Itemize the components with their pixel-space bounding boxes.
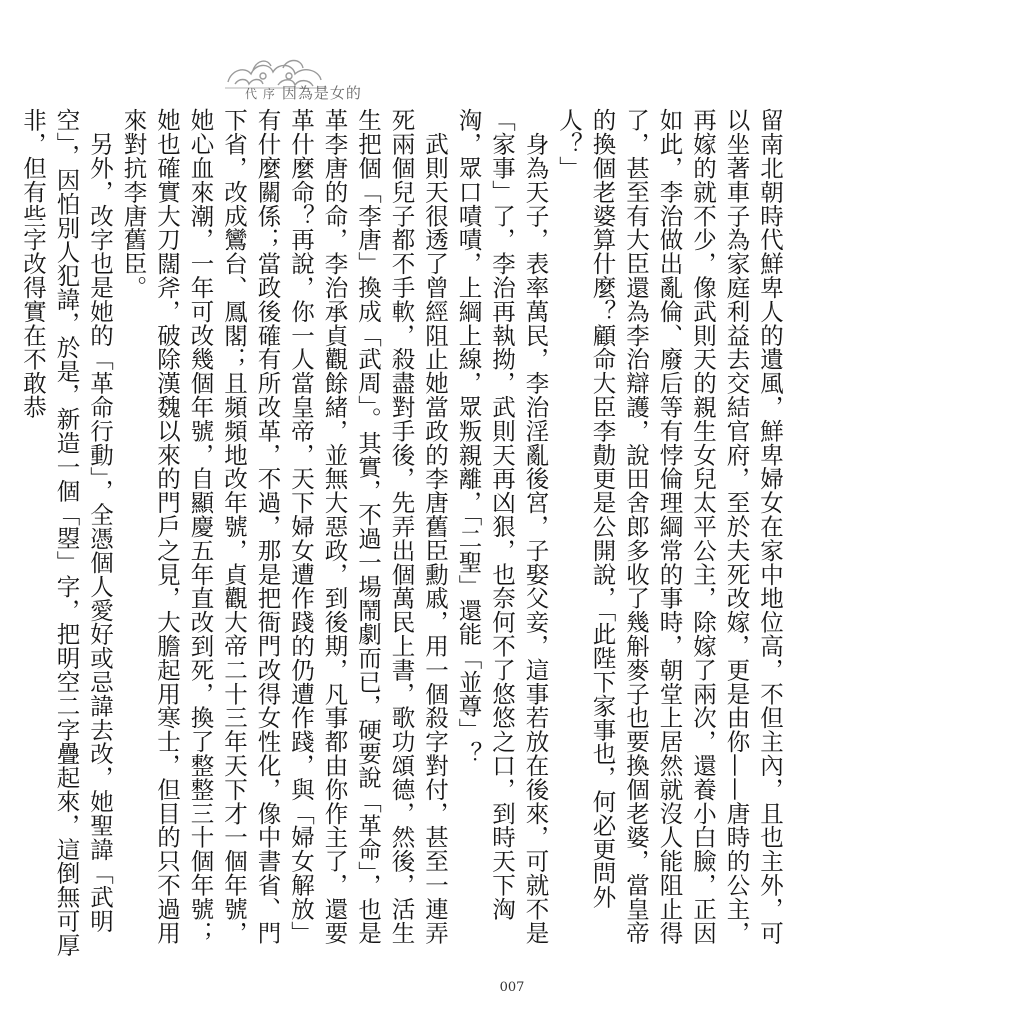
paragraph: 身為天子，表率萬民，李治淫亂後宮，子娶父妾，這事若放在後來，可就不是「家事」了，李治再執拗，武則天再凶狠，也奈何不了悠悠之口，到時天下洶洶，眾口嘖嘖，上綱上線，眾叛親離，「二聖」還能「並尊」？ xyxy=(454,108,550,945)
chapter-title: 因為是女的 xyxy=(281,84,362,102)
running-header xyxy=(215,52,415,112)
paragraph: 武則天很透了曾經阻止她當政的李唐舊臣勳戚，用一個殺字對付，甚至一連弄死兩個兒子都不手軟，殺盡對手後，先弄出個萬民上書，歌功頌德，然後，活生生把個「李唐」換成「武周」。其實，不過一場鬧劇而已，硬要說「革命」，也是革李唐的命，李治承貞觀餘緒，並無大惡政，到後期，凡事都由你作主了，還要革什麼命？再說，你一人當皇帝，天下婦女遭作踐的仍遭作踐，與「婦女解放」有什麼關係；當政後確有所改革，不過，那是把衙門改得女性化，像中書省、門下省，改成鸞台、鳳閣；且頻頻地改年號，貞觀大帝二十三年天下才一個年號，她心血來潮，一年可改幾個年號，自顯慶五年直改到死，換了整整三十個年號；她也確實大刀闊斧，破除漢魏以來的門戶之見，大膽起用寒士，但目的只不過用來對抗李唐舊臣。 xyxy=(119,108,449,945)
vertical-body-text xyxy=(19,108,786,968)
page-number: 007 xyxy=(499,980,525,995)
header-label: 代 序 xyxy=(245,87,276,101)
header-title xyxy=(245,82,362,103)
paragraph: 留南北朝時代鮮卑人的遺風，鮮卑婦女在家中地位高，不但主內，且也主外，可以坐著車子為家庭利益去交結官府，至於夫死改嫁，更是由你——唐時的公主，再嫁的就不少，像武則天的親生女兒太平公主，除嫁了兩次，還養小白臉，正因如此，李治做出亂倫、廢后等有悖倫理綱常的事時，朝堂上居然就沒人能阻止得了，甚至有大臣還為李治辯護，說田舍郎多收了幾斛麥子也要換個老婆，當皇帝的換個老婆算什麼？顧命大臣李勣更是公開說，「此陛下家事也，何必更問外人？」 xyxy=(555,108,784,945)
paragraph: 另外，改字也是她的「革命行動」，全憑個人愛好或忌諱去改，她聖諱「武明空」，因怕別人犯諱，於是，新造一個「曌」字，把明空二字疊起來，這倒無可厚非，但有些字改得實在不敢恭 xyxy=(19,108,114,957)
